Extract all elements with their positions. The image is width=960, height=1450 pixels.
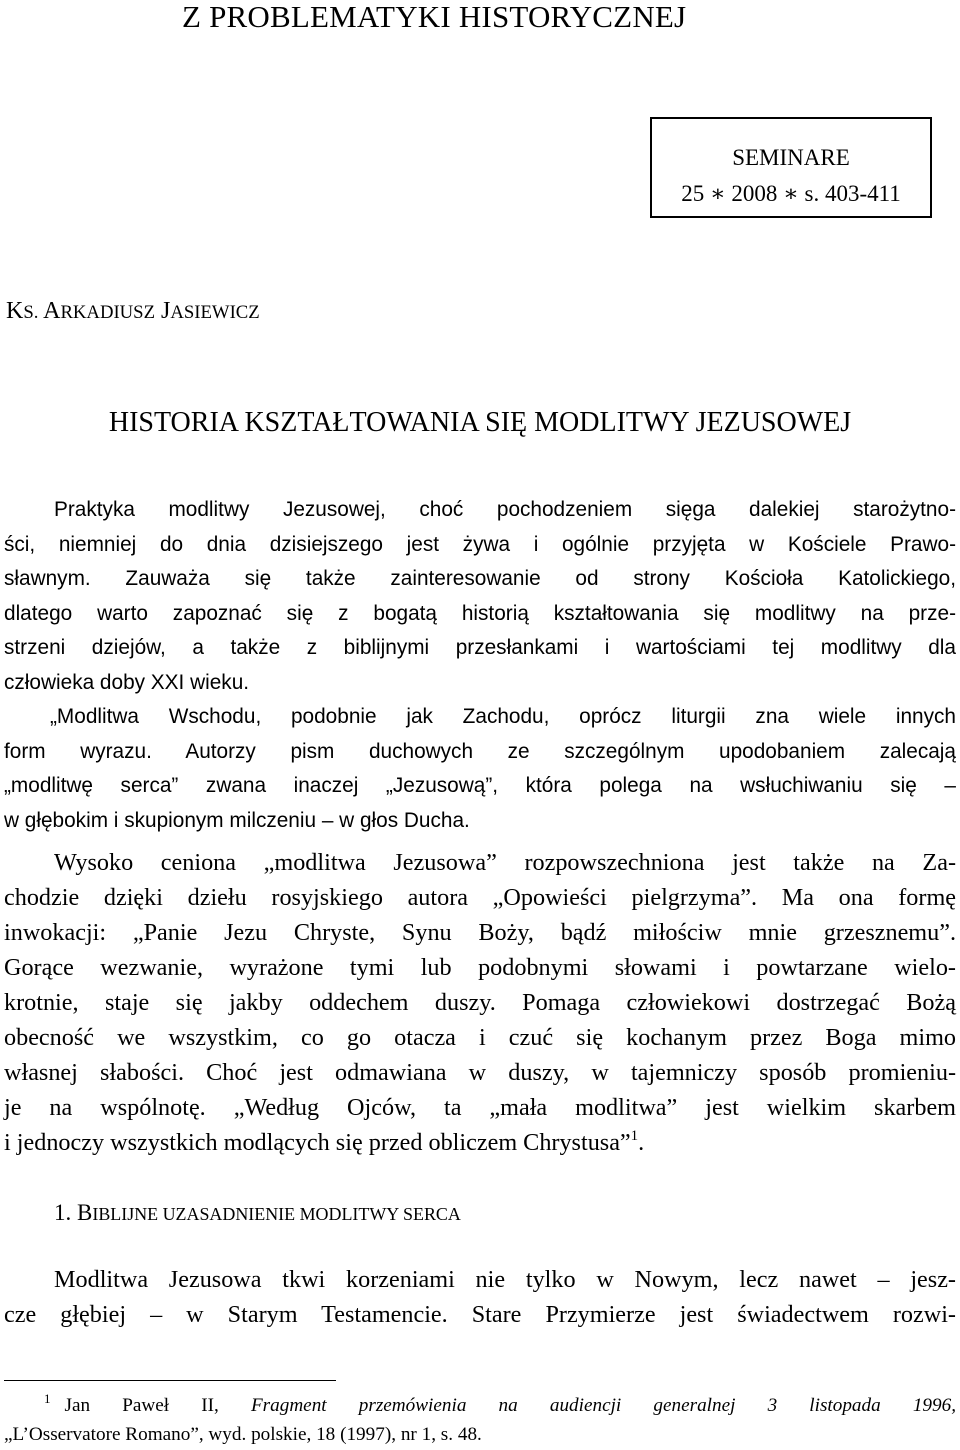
footnote-number: 1 bbox=[44, 1391, 51, 1406]
article-title: HISTORIA KSZTAŁTOWANIA SIĘ MODLITWY JEZUSOWEJ bbox=[108, 407, 852, 438]
text-line: w głębokim i skupionym milczeniu – w głos Ducha. bbox=[4, 808, 470, 832]
footnote-line: „L’Osservatore Romano”, wyd. polskie, 18 (1997), nr 1, s. 48. bbox=[4, 1424, 482, 1445]
text-line: „modlitwę serca” zwana inaczej „Jezusową”, która polega na wsłuchiwaniu się – bbox=[4, 774, 956, 797]
text-line: ści, niemniej do dnia dzisiejszego jest żywa i ogólnie przyjęta w Kościele Prawo- bbox=[4, 532, 956, 556]
footnote-divider bbox=[4, 1380, 336, 1381]
text-line: Praktyka modlitwy Jezusowej, choć pochodzeniem sięga dalekiej starożytno- bbox=[54, 498, 956, 521]
text-line-end: . bbox=[638, 1129, 645, 1156]
author-first-initial: A bbox=[43, 298, 61, 324]
text-line: sławnym. Zauważa się także zainteresowanie od strony Kościoła Katolickiego, bbox=[4, 567, 956, 590]
text-line: Modlitwa Jezusowa tkwi korzeniami nie tylko w Nowym, lecz nawet – jesz- bbox=[54, 1266, 956, 1293]
author-prefix-initial: K bbox=[6, 298, 24, 324]
author-name bbox=[6, 296, 260, 328]
journal-issue: 25 ∗ 2008 ∗ s. 403-411 bbox=[681, 181, 901, 206]
text-line: obecność we wszystkim, co go otacza i czuć się kochanym przez Boga mimo bbox=[4, 1024, 956, 1051]
text-line: chodzie dzięki dziełu rosyjskiego autora „Opowieści pielgrzyma”. Ma ona formę bbox=[4, 884, 956, 911]
abstract-paragraph-2 bbox=[4, 700, 956, 838]
author-first-rest: RKADIUSZ bbox=[60, 302, 156, 323]
text-line: cze głębiej – w Starym Testamencie. Stare Przymierze jest świadectwem rozwi- bbox=[4, 1301, 956, 1328]
text-line: strzeni dziejów, a także z biblijnymi przesłankami i wartościami tej modlitwy dla bbox=[4, 636, 956, 659]
text-line: Wysoko ceniona „modlitwa Jezusowa” rozpowszechniona jest także na Za- bbox=[54, 849, 956, 876]
text-line: inwokacji: „Panie Jezu Chryste, Synu Boży, bądź miłościw mnie grzesznemu”. bbox=[4, 919, 956, 946]
section-heading bbox=[54, 1198, 461, 1229]
text-line: „Modlitwa Wschodu, podobnie jak Zachodu, oprócz liturgii zna wiele innych bbox=[50, 705, 956, 728]
author-last-initial: J bbox=[161, 298, 171, 324]
text-line bbox=[4, 1125, 956, 1164]
journal-name: SEMINARE bbox=[732, 145, 850, 170]
abstract bbox=[4, 493, 956, 838]
author-last-rest: ASIEWICZ bbox=[170, 302, 260, 323]
journal-citation-box bbox=[650, 117, 932, 218]
section-number: 1. bbox=[54, 1200, 72, 1225]
footnote bbox=[4, 1392, 956, 1449]
text-line: własnej słabości. Choć jest odmawiana w duszy, w tajemniczy sposób promieniu- bbox=[4, 1059, 956, 1086]
section-heading-initial: B bbox=[77, 1200, 93, 1225]
text-line: krotnie, staje się jakby oddechem duszy. Pomaga człowiekowi dostrzegać Bożą bbox=[4, 989, 956, 1016]
text-line: dlatego warto zapoznać się z bogatą historią kształtowania się modlitwy na prze- bbox=[4, 601, 956, 625]
footnote-title: Fragment przemówienia na audiencji generalnej 3 listopada 1996, bbox=[250, 1395, 957, 1416]
footnote-line bbox=[4, 1392, 956, 1421]
running-header: Z PROBLEMATYKI HISTORYCZNEJ bbox=[182, 0, 687, 34]
text-line: człowieka doby XXI wieku. bbox=[4, 670, 250, 694]
section-body bbox=[4, 1262, 956, 1332]
section-heading-rest: IBLIJNE UZASADNIENIE MODLITWY SERCA bbox=[92, 1204, 461, 1224]
abstract-paragraph-1 bbox=[4, 493, 956, 700]
footnote-author: Jan Paweł II, bbox=[64, 1395, 219, 1416]
text-line: Gorące wezwanie, wyrażone tymi lub podobnymi słowami i powtarzane wielo- bbox=[4, 954, 956, 981]
text-line-content: i jednoczy wszystkich modlących się przed obliczem Chrystusa” bbox=[4, 1129, 631, 1156]
footnote-reference[interactable]: 1 bbox=[630, 1128, 639, 1144]
author-prefix-rest: S. bbox=[23, 302, 39, 323]
body-paragraph bbox=[4, 845, 956, 1164]
text-line: form wyrazu. Autorzy pism duchowych ze szczególnym upodobaniem zalecają bbox=[4, 739, 956, 763]
text-line: je na wspólnotę. „Według Ojców, ta „mała modlitwa” jest wielkim skarbem bbox=[4, 1094, 956, 1121]
